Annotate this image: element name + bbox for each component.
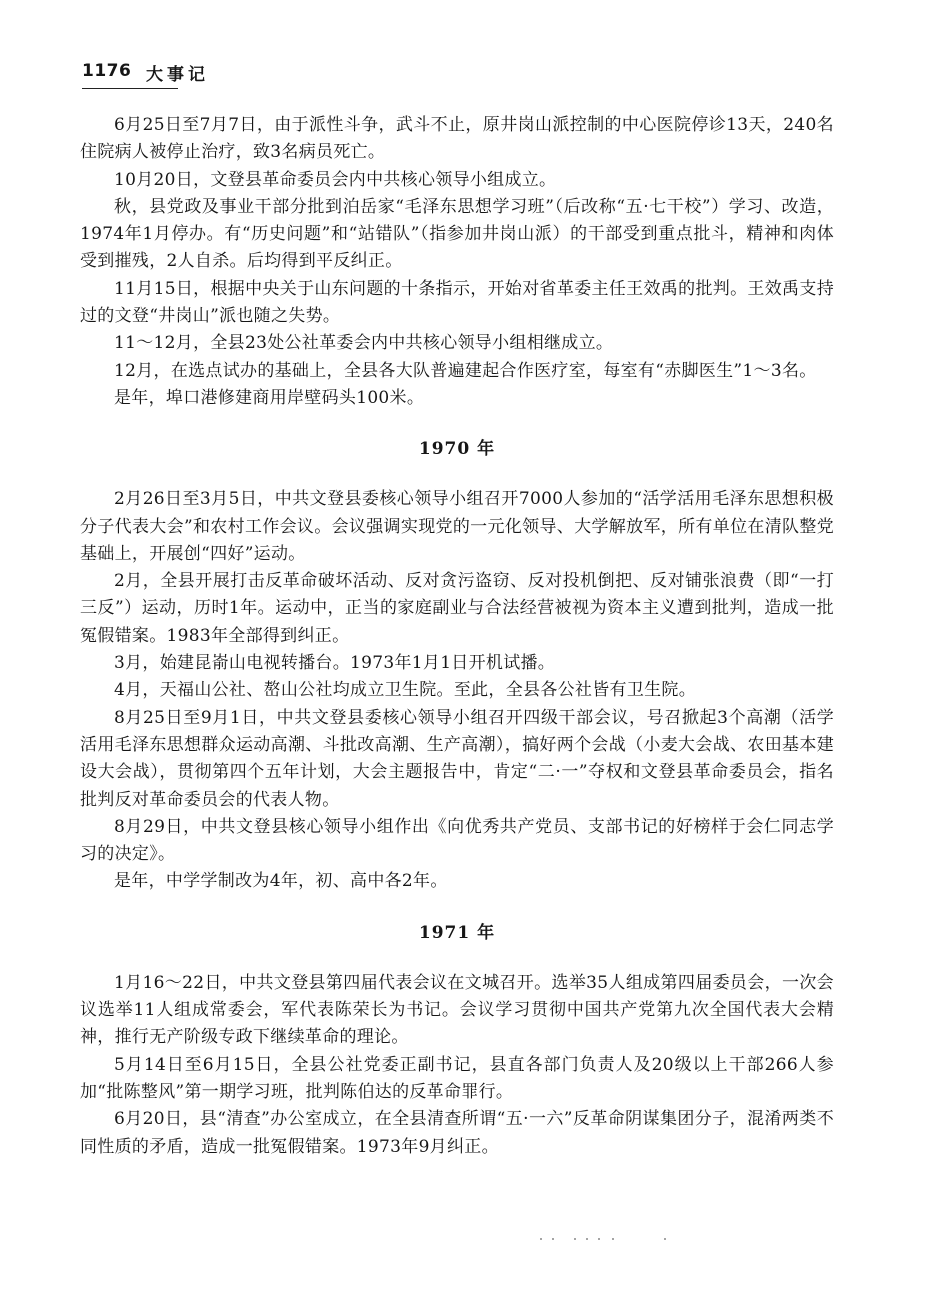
chronicle-entry: 8月25日至9月1日，中共文登县委核心领导小组召开四级干部会议，号召掀起3个高潮（活学活用毛泽东思想群众运动高潮、斗批改高潮、生产高潮），搞好两个会战（小麦大会战、农田基本建设大会战），贯彻第四个五年计划，大会主题报告中，肯定“二·一”夺权和文登县革命委员会，指名批判反对革命委员会的代表人物。 (80, 707, 834, 810)
chronicle-section-1971 (80, 896, 834, 1161)
scan-speck (540, 1238, 542, 1240)
chronicle-entry: 秋，县党政及事业干部分批到泊岳家“毛泽东思想学习班”（后改称“五·七干校”）学习、改造，1974年1月停办。有“历史问题”和“站错队”（指参加井岗山派）的干部受到重点批斗，精神和肉体受到摧残，2人自杀。后均得到平反纠正。 (80, 196, 834, 272)
chronicle-entry: 11月15日，根据中央关于山东问题的十条指示，开始对省革委主任王效禹的批判。王效禹支持过的文登“井岗山”派也随之失势。 (80, 278, 834, 327)
running-title: 大事记 (146, 65, 209, 85)
chronicle-entry: 8月29日，中共文登县核心领导小组作出《向优秀共产党员、支部书记的好榜样于会仁同志学习的决定》。 (80, 816, 834, 865)
chronicle-entry: 1月16～22日，中共文登县第四届代表会议在文城召开。选举35人组成第四届委员会，一次会议选举11人组成常委会，军代表陈荣长为书记。会议学习贯彻中国共产党第九次全国代表大会精神，推行无产阶级专政下继续革命的理论。 (80, 972, 834, 1048)
scan-speck (598, 1238, 600, 1240)
scan-specks (540, 1238, 680, 1242)
scan-speck (574, 1238, 576, 1240)
chronicle-entry: 是年，中学学制改为4年，初、高中各2年。 (114, 871, 448, 892)
page-number: 1176 (82, 61, 132, 81)
chronicle-entry: 2月，全县开展打击反革命破坏活动、反对贪污盗窃、反对投机倒把、反对铺张浪费（即“一打三反”）运动，历时1年。运动中，正当的家庭副业与合法经营被视为资本主义遭到批判，造成一批冤假错案。1983年全部得到纠正。 (80, 571, 834, 646)
chronicle-entry: 是年，埠口港修建商用岸壁码头100米。 (114, 387, 425, 408)
chronicle-section-1970 (80, 412, 834, 895)
chronicle-entry: 6月25日至7月7日，由于派性斗争，武斗不止，原井岗山派控制的中心医院停诊13天，240名住院病人被停止治疗，致3名病员死亡。 (80, 115, 834, 163)
scan-speck (664, 1238, 666, 1240)
chronicle-body (80, 112, 834, 1161)
chronicle-entry: 5月14日至6月15日，全县公社党委正副书记，县直各部门负责人及20级以上干部266人参加“批陈整风”第一期学习班，批判陈伯达的反革命罪行。 (80, 1054, 834, 1102)
chronicle-entry: 4月，天福山公社、嶅山公社均成立卫生院。至此，全县各公社皆有卫生院。 (114, 680, 697, 701)
chronicle-entry: 10月20日，文登县革命委员会内中共核心领导小组成立。 (114, 169, 557, 190)
chronicle-entry: 11～12月，全县23处公社革委会内中共核心领导小组相继成立。 (114, 333, 614, 354)
year-heading: 1971 年 (418, 922, 496, 943)
chronicle-entry: 3月，始建昆嵛山电视转播台。1973年1月1日开机试播。 (114, 653, 556, 674)
chronicle-entry: 2月26日至3月5日，中共文登县委核心领导小组召开7000人参加的“活学活用毛泽东思想积极分子代表大会”和农村工作会议。会议强调实现党的一元化领导、大学解放军，所有单位在清队整党基础上，开展创“四好”运动。 (80, 489, 834, 564)
scan-speck (612, 1238, 614, 1240)
chronicle-section-1969-continued (80, 112, 834, 412)
year-heading: 1970 年 (418, 439, 496, 460)
page-header (82, 55, 232, 95)
scan-speck (552, 1238, 554, 1240)
chronicle-entry: 12月，在选点试办的基础上，全县各大队普遍建起合作医疗室，每室有“赤脚医生”1～3名。 (114, 360, 817, 381)
chronicle-entry: 6月20日，县“清查”办公室成立，在全县清查所谓“五·一六”反革命阴谋集团分子，混淆两类不同性质的矛盾，造成一批冤假错案。1973年9月纠正。 (80, 1109, 834, 1157)
header-rule (82, 88, 178, 89)
scan-speck (586, 1238, 588, 1240)
